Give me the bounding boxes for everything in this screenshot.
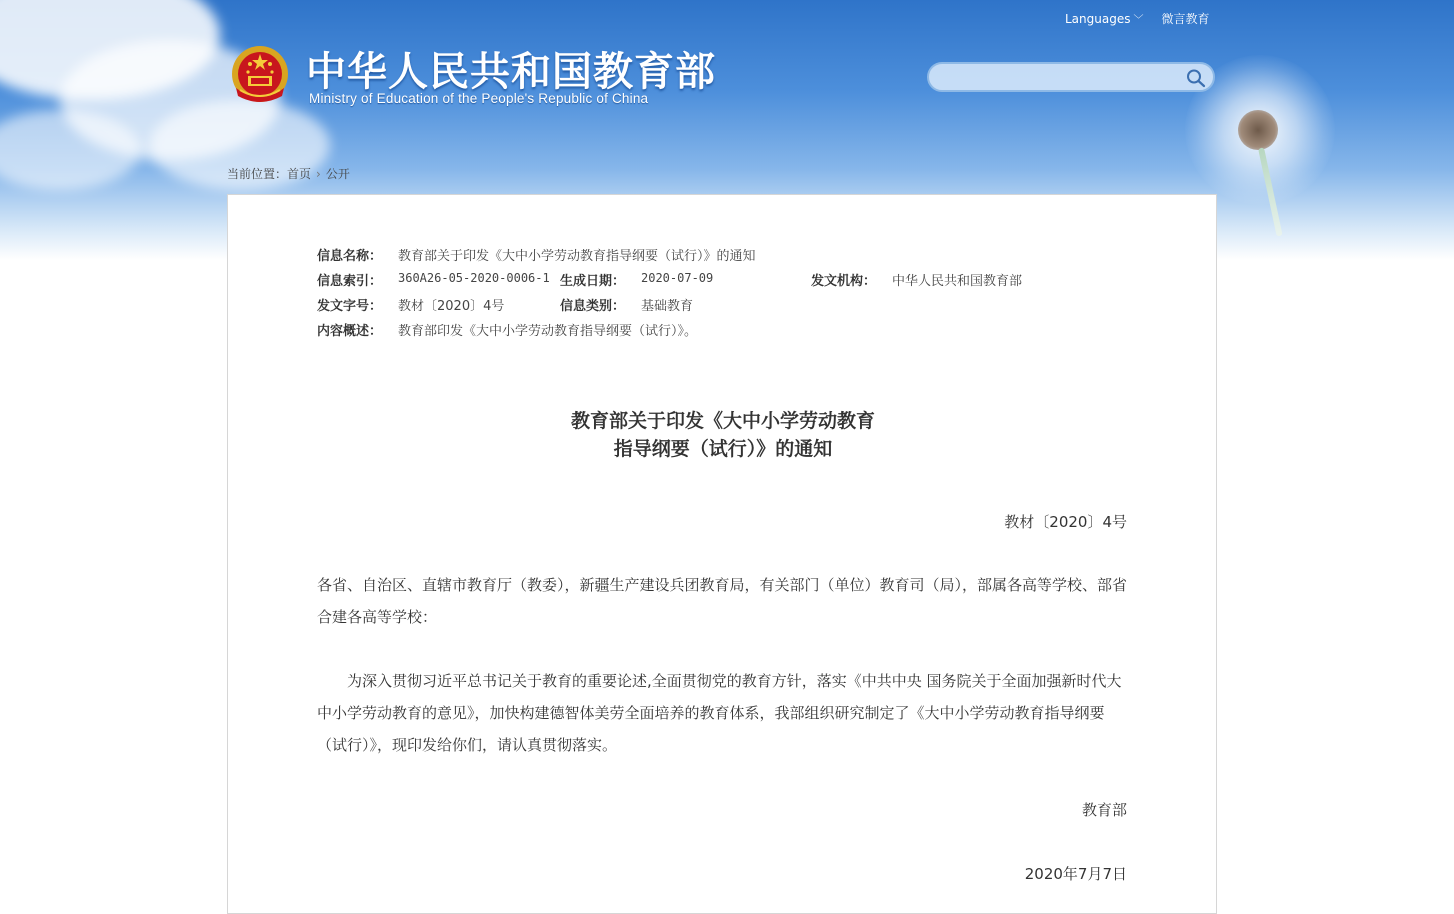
document-title	[228, 407, 1218, 463]
document-title-line1: 教育部关于印发《大中小学劳动教育	[570, 410, 875, 432]
search-box	[927, 62, 1215, 92]
breadcrumb-prefix: 当前位置：	[227, 167, 288, 181]
breadcrumb-current-link[interactable]: 公开	[325, 167, 350, 181]
meta-date-label: 生成日期：	[560, 274, 626, 289]
meta-docno-label: 发文字号：	[317, 299, 383, 314]
meta-name-value: 教育部关于印发《大中小学劳动教育指导纲要（试行）》的通知	[398, 249, 756, 264]
site-title-english[interactable]: Ministry of Education of the People's Republic of China	[309, 91, 649, 106]
dandelion-core-decoration	[1238, 110, 1278, 150]
meta-date-value: 2020-07-09	[641, 271, 714, 285]
cloud-decoration	[0, 110, 140, 190]
meta-name-label: 信息名称：	[317, 249, 383, 264]
breadcrumb-home-link[interactable]: 首页	[287, 167, 312, 181]
meta-index-value: 360A26-05-2020-0006-1	[398, 271, 550, 285]
document-signature: 教育部	[1081, 801, 1127, 819]
article-panel	[227, 194, 1217, 914]
meta-issuer-value: 中华人民共和国教育部	[892, 274, 1023, 289]
meta-category-label: 信息类别：	[560, 299, 626, 314]
languages-menu[interactable]	[1065, 11, 1143, 26]
document-addressee: 各省、自治区、直辖市教育厅（教委），新疆生产建设兵团教育局，有关部门（单位）教育司（局），部属各高等学校、部省合建各高等学校：	[317, 576, 1128, 626]
site-title-chinese[interactable]: 中华人民共和国教育部	[306, 49, 716, 95]
meta-summary-label: 内容概述：	[317, 324, 383, 339]
breadcrumb	[227, 165, 350, 182]
document-body: 为深入贯彻习近平总书记关于教育的重要论述,全面贯彻党的教育方针，落实《中共中央 国务院关于全面加强新时代大中小学劳动教育的意见》，加快构建德智体美劳全面培养的教育体系，我部组织研究制定了《大中小学劳动教育指导纲要（试行）》，现印发给你们，请认真贯彻落实。	[317, 672, 1122, 754]
languages-label: Languages	[1065, 12, 1131, 26]
search-input[interactable]	[943, 68, 1187, 90]
chevron-right-icon: ›	[316, 167, 321, 181]
meta-summary-value: 教育部印发《大中小学劳动教育指导纲要（试行）》。	[398, 324, 698, 339]
search-icon[interactable]	[1185, 68, 1207, 88]
chevron-down-icon: ﹀	[1133, 15, 1144, 26]
meta-category-value: 基础教育	[641, 299, 694, 314]
meta-index-label: 信息索引：	[317, 274, 383, 289]
document-title-line2: 指导纲要（试行）》的通知	[613, 438, 833, 460]
national-emblem-logo[interactable]	[230, 44, 290, 108]
top-links	[1065, 10, 1210, 27]
document-number: 教材〔2020〕4号	[1004, 513, 1127, 531]
document-date: 2020年7月7日	[1024, 865, 1127, 883]
meta-docno-value: 教材〔2020〕4号	[398, 299, 505, 314]
weibo-link[interactable]: 微言教育	[1161, 12, 1210, 26]
meta-issuer-label: 发文机构：	[811, 274, 877, 289]
